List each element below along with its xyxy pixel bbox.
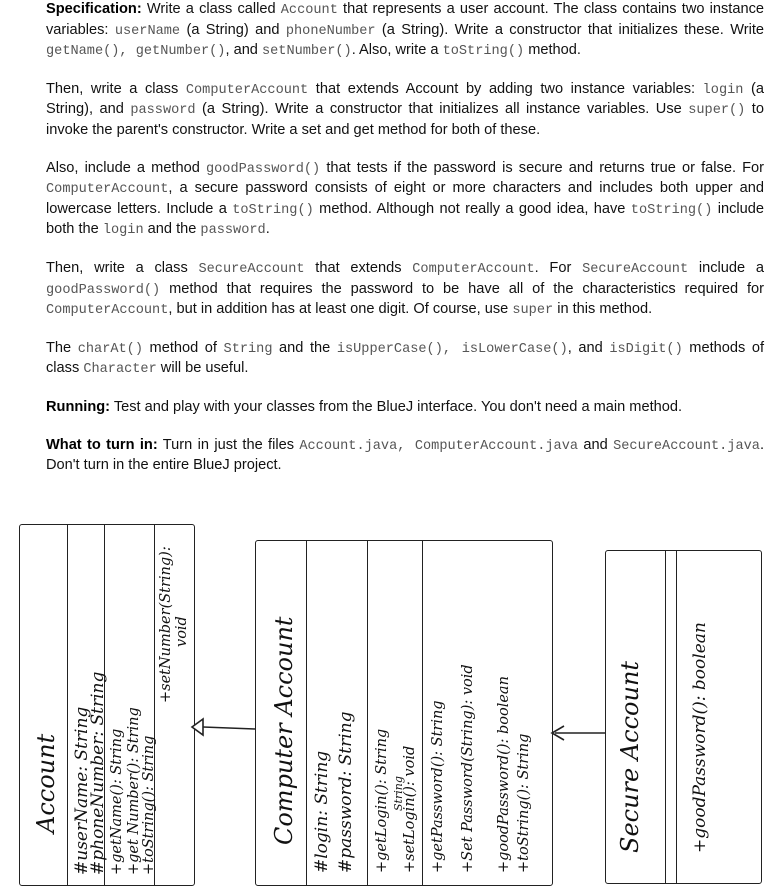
computer-account-class-box — [255, 540, 553, 886]
computer-method-getlogin: +getLogin(): String — [374, 728, 390, 873]
account-attr-phone: #phoneNumber: String — [88, 671, 108, 875]
running-paragraph: Running: Test and play with your classes from the BlueJ interface. You don't need a main method. — [46, 398, 683, 415]
account-class-box — [19, 524, 195, 886]
computer-account-paragraph: Then, write a class ComputerAccount that extends Account by adding two instance variables: login (a String), and password (a String). Write a constructor that initializes all instance variables. Use super() to invoke the parent's constructor. Write a set and get method for both of these. — [46, 80, 764, 138]
useful-methods-paragraph: The charAt() method of String and the isUpperCase(), isLowerCase(), and isDigit() methods of class Character will be useful. — [46, 339, 765, 378]
secure-method-goodpassword: +goodPassword(): boolean — [690, 622, 710, 853]
secure-to-computer-arrow — [552, 726, 605, 740]
running-label: Running: — [46, 398, 111, 415]
computer-method-getpassword: +getPassword(): String — [430, 700, 446, 873]
secure-account-paragraph: Then, write a class SecureAccount that extends ComputerAccount. For SecureAccount include a goodPassword() method that requires the password to be have all of the characteristics required for ComputerAccount, but in addition has at least one digit. Of course, use super in this method. — [46, 259, 764, 319]
account-method-setnumber-return: void — [174, 616, 190, 647]
account-class-title: Account — [32, 733, 60, 833]
computer-to-account-arrow — [192, 719, 255, 735]
computer-attr-login: #login: String — [312, 750, 332, 873]
secure-account-class-box — [605, 550, 762, 884]
secure-account-class-title: Secure Account — [616, 660, 644, 853]
turn-in-label: What to turn in: — [46, 436, 158, 453]
computer-method-setlogin-note: String — [392, 776, 405, 811]
computer-method-setlogin: +setLogin(): void — [402, 745, 418, 873]
turn-in-paragraph: What to turn in: Turn in just the files Account.java, ComputerAccount.java and SecureAccount.java. Don't turn in the entire BlueJ project. — [46, 436, 764, 474]
account-method-tostring: +toString(): String — [141, 735, 157, 875]
specification-label: Specification: — [46, 1, 142, 17]
account-method-getnumber: +get Number(): String — [126, 707, 142, 875]
computer-account-class-title: Computer Account — [270, 616, 298, 845]
specification-paragraph: Specification: Write a class called Account that represents a user account. The class contains two instance variables: userName (a String) and phoneNumber (a String). Write a constructor that initializes these. Write getName(), getNumber(), and setNumber(). Also, write a toString() method. — [46, 1, 764, 60]
computer-method-goodpassword: +goodPassword(): boolean — [496, 676, 512, 873]
account-method-setnumber: +setNumber(String): — [158, 546, 174, 703]
computer-method-tostring: +toString(): String — [516, 733, 532, 873]
account-attr-username: #userName: String — [72, 706, 92, 875]
computer-attr-password: #password: String — [336, 711, 356, 873]
uml-class-diagram — [0, 500, 769, 888]
assignment-text — [46, 0, 764, 476]
account-method-getname: +getName(): String — [109, 728, 125, 875]
good-password-paragraph: Also, include a method goodPassword() that tests if the password is secure and returns true or false. For ComputerAccount, a secure password consists of eight or more characters and includes both upper and lowercase letters. Include a toString() method. Although not really a good idea, have toString() include both the login and the password. — [46, 159, 765, 239]
computer-method-setpassword: +Set Password(String): void — [460, 664, 476, 873]
